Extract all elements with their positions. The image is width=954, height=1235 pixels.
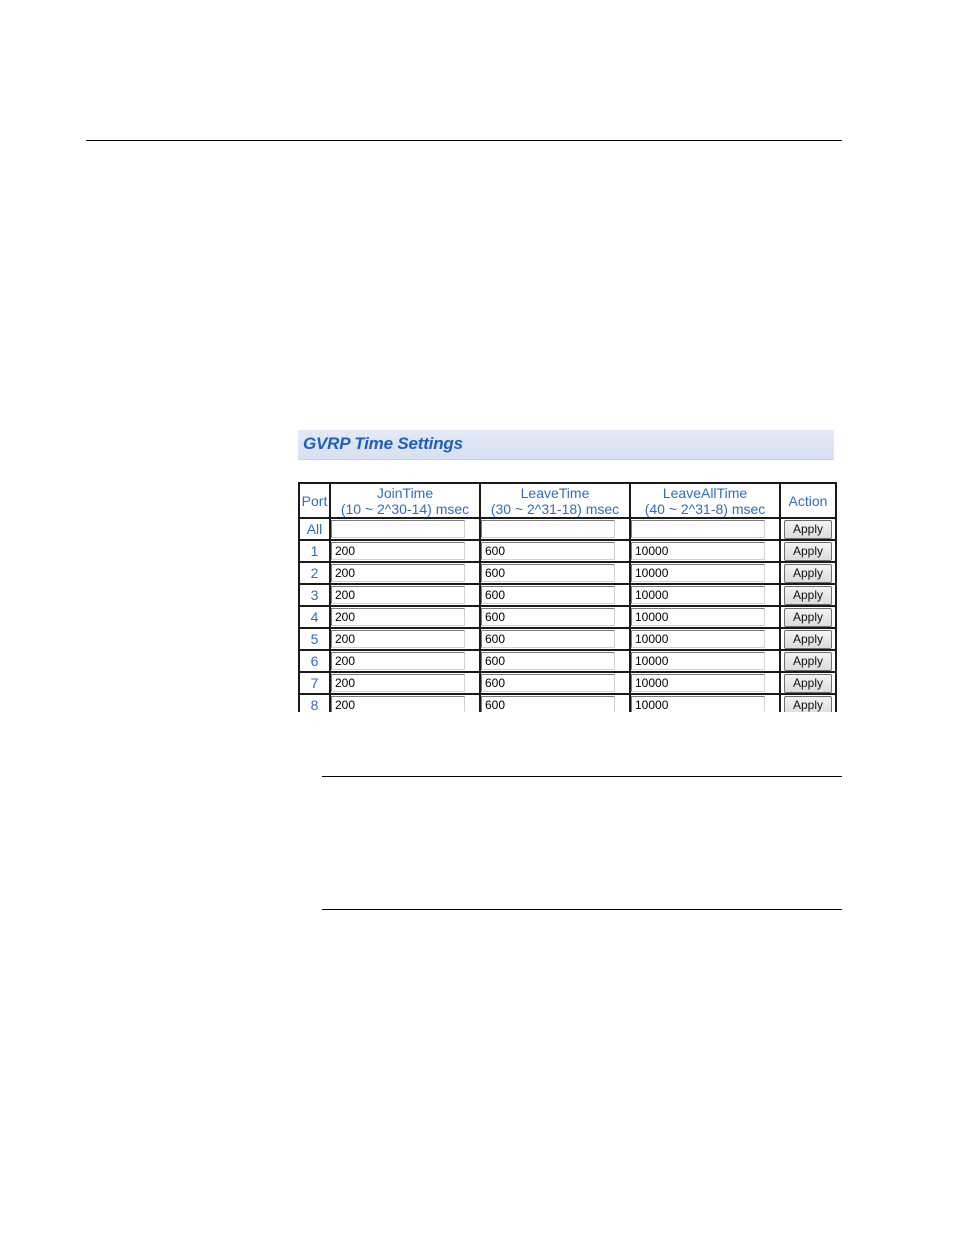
table-row	[299, 562, 836, 584]
jointime-input[interactable]	[331, 542, 465, 560]
col-header-leavetime	[480, 483, 630, 518]
leavetime-input[interactable]	[481, 652, 615, 670]
jointime-title: JoinTime	[376, 484, 434, 501]
jointime-input[interactable]	[331, 564, 465, 582]
leavealltime-input[interactable]	[631, 542, 765, 560]
port-cell: 4	[299, 606, 330, 628]
col-header-action: Action	[780, 483, 836, 518]
leavetime-input[interactable]	[481, 564, 615, 582]
table-row	[299, 628, 836, 650]
leavealltime-input[interactable]	[631, 674, 765, 692]
apply-button[interactable]: Apply	[784, 674, 832, 693]
leavetime-input[interactable]	[481, 542, 615, 560]
jointime-input[interactable]	[331, 520, 465, 538]
port-cell: 3	[299, 584, 330, 606]
apply-button[interactable]: Apply	[784, 586, 832, 605]
col-header-port: Port	[299, 483, 330, 518]
gvrp-time-settings-screenshot	[298, 430, 838, 712]
note-bottom-rule	[322, 909, 842, 910]
table-row	[299, 650, 836, 672]
leavetime-input[interactable]	[481, 696, 615, 712]
jointime-input[interactable]	[331, 696, 465, 712]
panel-title-bar	[298, 430, 834, 460]
leavealltime-range: (40 ~ 2^31-8) msec	[644, 500, 766, 517]
leavetime-input[interactable]	[481, 630, 615, 648]
col-header-leavealltime	[630, 483, 780, 518]
jointime-input[interactable]	[331, 630, 465, 648]
port-cell: 6	[299, 650, 330, 672]
leavetime-input[interactable]	[481, 520, 615, 538]
jointime-input[interactable]	[331, 608, 465, 626]
panel-title: GVRP Time Settings	[303, 434, 463, 453]
apply-button[interactable]: Apply	[784, 630, 832, 649]
port-cell: 7	[299, 672, 330, 694]
port-cell: 5	[299, 628, 330, 650]
leavetime-range: (30 ~ 2^31-18) msec	[490, 500, 620, 517]
leavetime-input[interactable]	[481, 608, 615, 626]
table-row	[299, 672, 836, 694]
jointime-input[interactable]	[331, 586, 465, 604]
table-row	[299, 694, 836, 712]
leavealltime-input[interactable]	[631, 520, 765, 538]
table-row	[299, 540, 836, 562]
apply-button[interactable]: Apply	[784, 608, 832, 627]
table-header-row	[299, 483, 836, 518]
apply-button[interactable]: Apply	[784, 652, 832, 671]
apply-button[interactable]: Apply	[784, 564, 832, 583]
leavealltime-title: LeaveAllTime	[662, 484, 748, 501]
jointime-range: (10 ~ 2^30-14) msec	[340, 500, 470, 517]
leavealltime-input[interactable]	[631, 586, 765, 604]
table-row	[299, 518, 836, 540]
page-header-rule	[86, 140, 842, 141]
leavetime-input[interactable]	[481, 586, 615, 604]
apply-button[interactable]: Apply	[784, 520, 832, 539]
jointime-input[interactable]	[331, 652, 465, 670]
jointime-input[interactable]	[331, 674, 465, 692]
port-cell: 2	[299, 562, 330, 584]
port-cell: 8	[299, 694, 330, 712]
note-top-rule	[322, 776, 842, 777]
port-cell: All	[299, 518, 330, 540]
leavealltime-input[interactable]	[631, 608, 765, 626]
leavetime-input[interactable]	[481, 674, 615, 692]
leavealltime-input[interactable]	[631, 696, 765, 712]
port-cell: 1	[299, 540, 330, 562]
leavealltime-input[interactable]	[631, 564, 765, 582]
apply-button[interactable]: Apply	[784, 542, 832, 561]
apply-button[interactable]: Apply	[784, 696, 832, 713]
table-row	[299, 584, 836, 606]
table-row	[299, 606, 836, 628]
leavealltime-input[interactable]	[631, 630, 765, 648]
leavetime-title: LeaveTime	[520, 484, 590, 501]
leavealltime-input[interactable]	[631, 652, 765, 670]
gvrp-time-table	[298, 482, 837, 712]
col-header-jointime	[330, 483, 480, 518]
